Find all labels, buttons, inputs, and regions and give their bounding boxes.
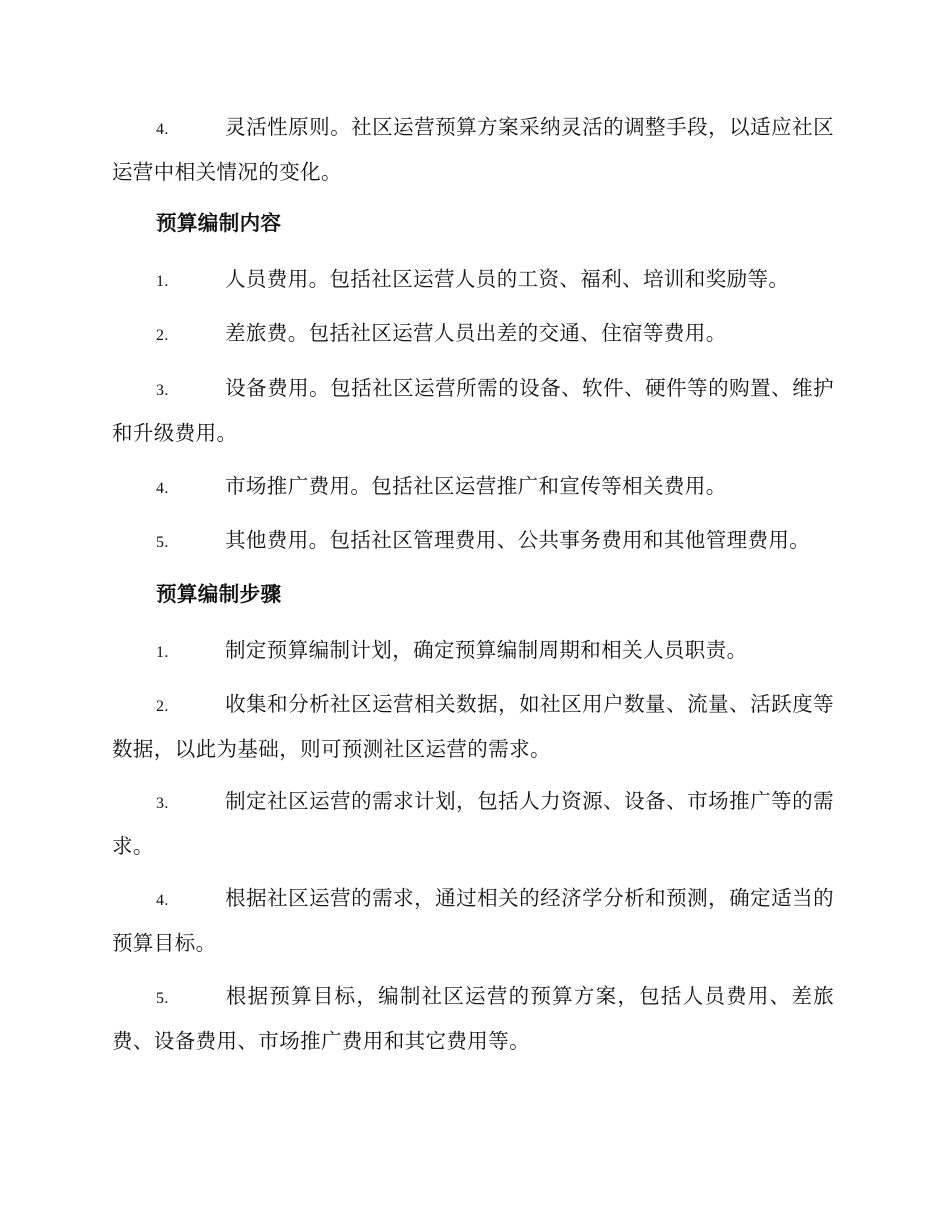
- content-item-4: [112, 465, 834, 510]
- list-text: 灵活性原则。社区运营预算方案采纳灵活的调整手段，以适应社区运营中相关情况的变化。: [112, 115, 834, 184]
- list-text: 其他费用。包括社区管理费用、公共事务费用和其他管理费用。: [225, 528, 811, 552]
- list-text: 制定社区运营的需求计划，包括人力资源、设备、市场推广等的需求。: [112, 789, 834, 858]
- section-heading-content: 预算编制内容: [156, 211, 282, 235]
- list-text: 根据预算目标，编制社区运营的预算方案，包括人员费用、差旅费、设备费用、市场推广费用和其它费用等。: [112, 984, 834, 1053]
- list-text: 根据社区运营的需求，通过相关的经济学分析和预测，确定适当的预算目标。: [112, 886, 834, 955]
- list-number: 5.: [156, 534, 169, 551]
- list-number: 2.: [156, 327, 169, 344]
- list-number: 4.: [156, 121, 169, 138]
- content-item-2: [112, 312, 834, 357]
- content-item-3: [112, 367, 834, 455]
- list-number: 4.: [156, 892, 169, 909]
- principle-item-4: [112, 106, 834, 194]
- step-item-2: [112, 683, 834, 771]
- step-item-3: [112, 780, 834, 868]
- step-item-1: [112, 629, 834, 674]
- list-text: 差旅费。包括社区运营人员出差的交通、住宿等费用。: [225, 321, 727, 345]
- list-number: 3.: [156, 382, 169, 399]
- content-item-1: [112, 258, 834, 303]
- step-item-5: [112, 975, 834, 1063]
- list-text: 设备费用。包括社区运营所需的设备、软件、硬件等的购置、维护和升级费用。: [112, 376, 834, 445]
- section-heading-steps: 预算编制步骤: [156, 582, 282, 606]
- list-number: 5.: [156, 990, 169, 1007]
- list-text: 人员费用。包括社区运营人员的工资、福利、培训和奖励等。: [225, 267, 790, 291]
- list-number: 4.: [156, 480, 169, 497]
- list-number: 1.: [156, 644, 169, 661]
- list-number: 3.: [156, 795, 169, 812]
- list-number: 2.: [156, 698, 169, 715]
- list-number: 1.: [156, 273, 169, 290]
- list-text: 市场推广费用。包括社区运营推广和宣传等相关费用。: [225, 474, 727, 498]
- list-text: 收集和分析社区运营相关数据，如社区用户数量、流量、活跃度等数据，以此为基础，则可预测社区运营的需求。: [112, 692, 834, 761]
- step-item-4: [112, 877, 834, 965]
- list-text: 制定预算编制计划，确定预算编制周期和相关人员职责。: [225, 638, 748, 662]
- content-item-5: [112, 519, 834, 564]
